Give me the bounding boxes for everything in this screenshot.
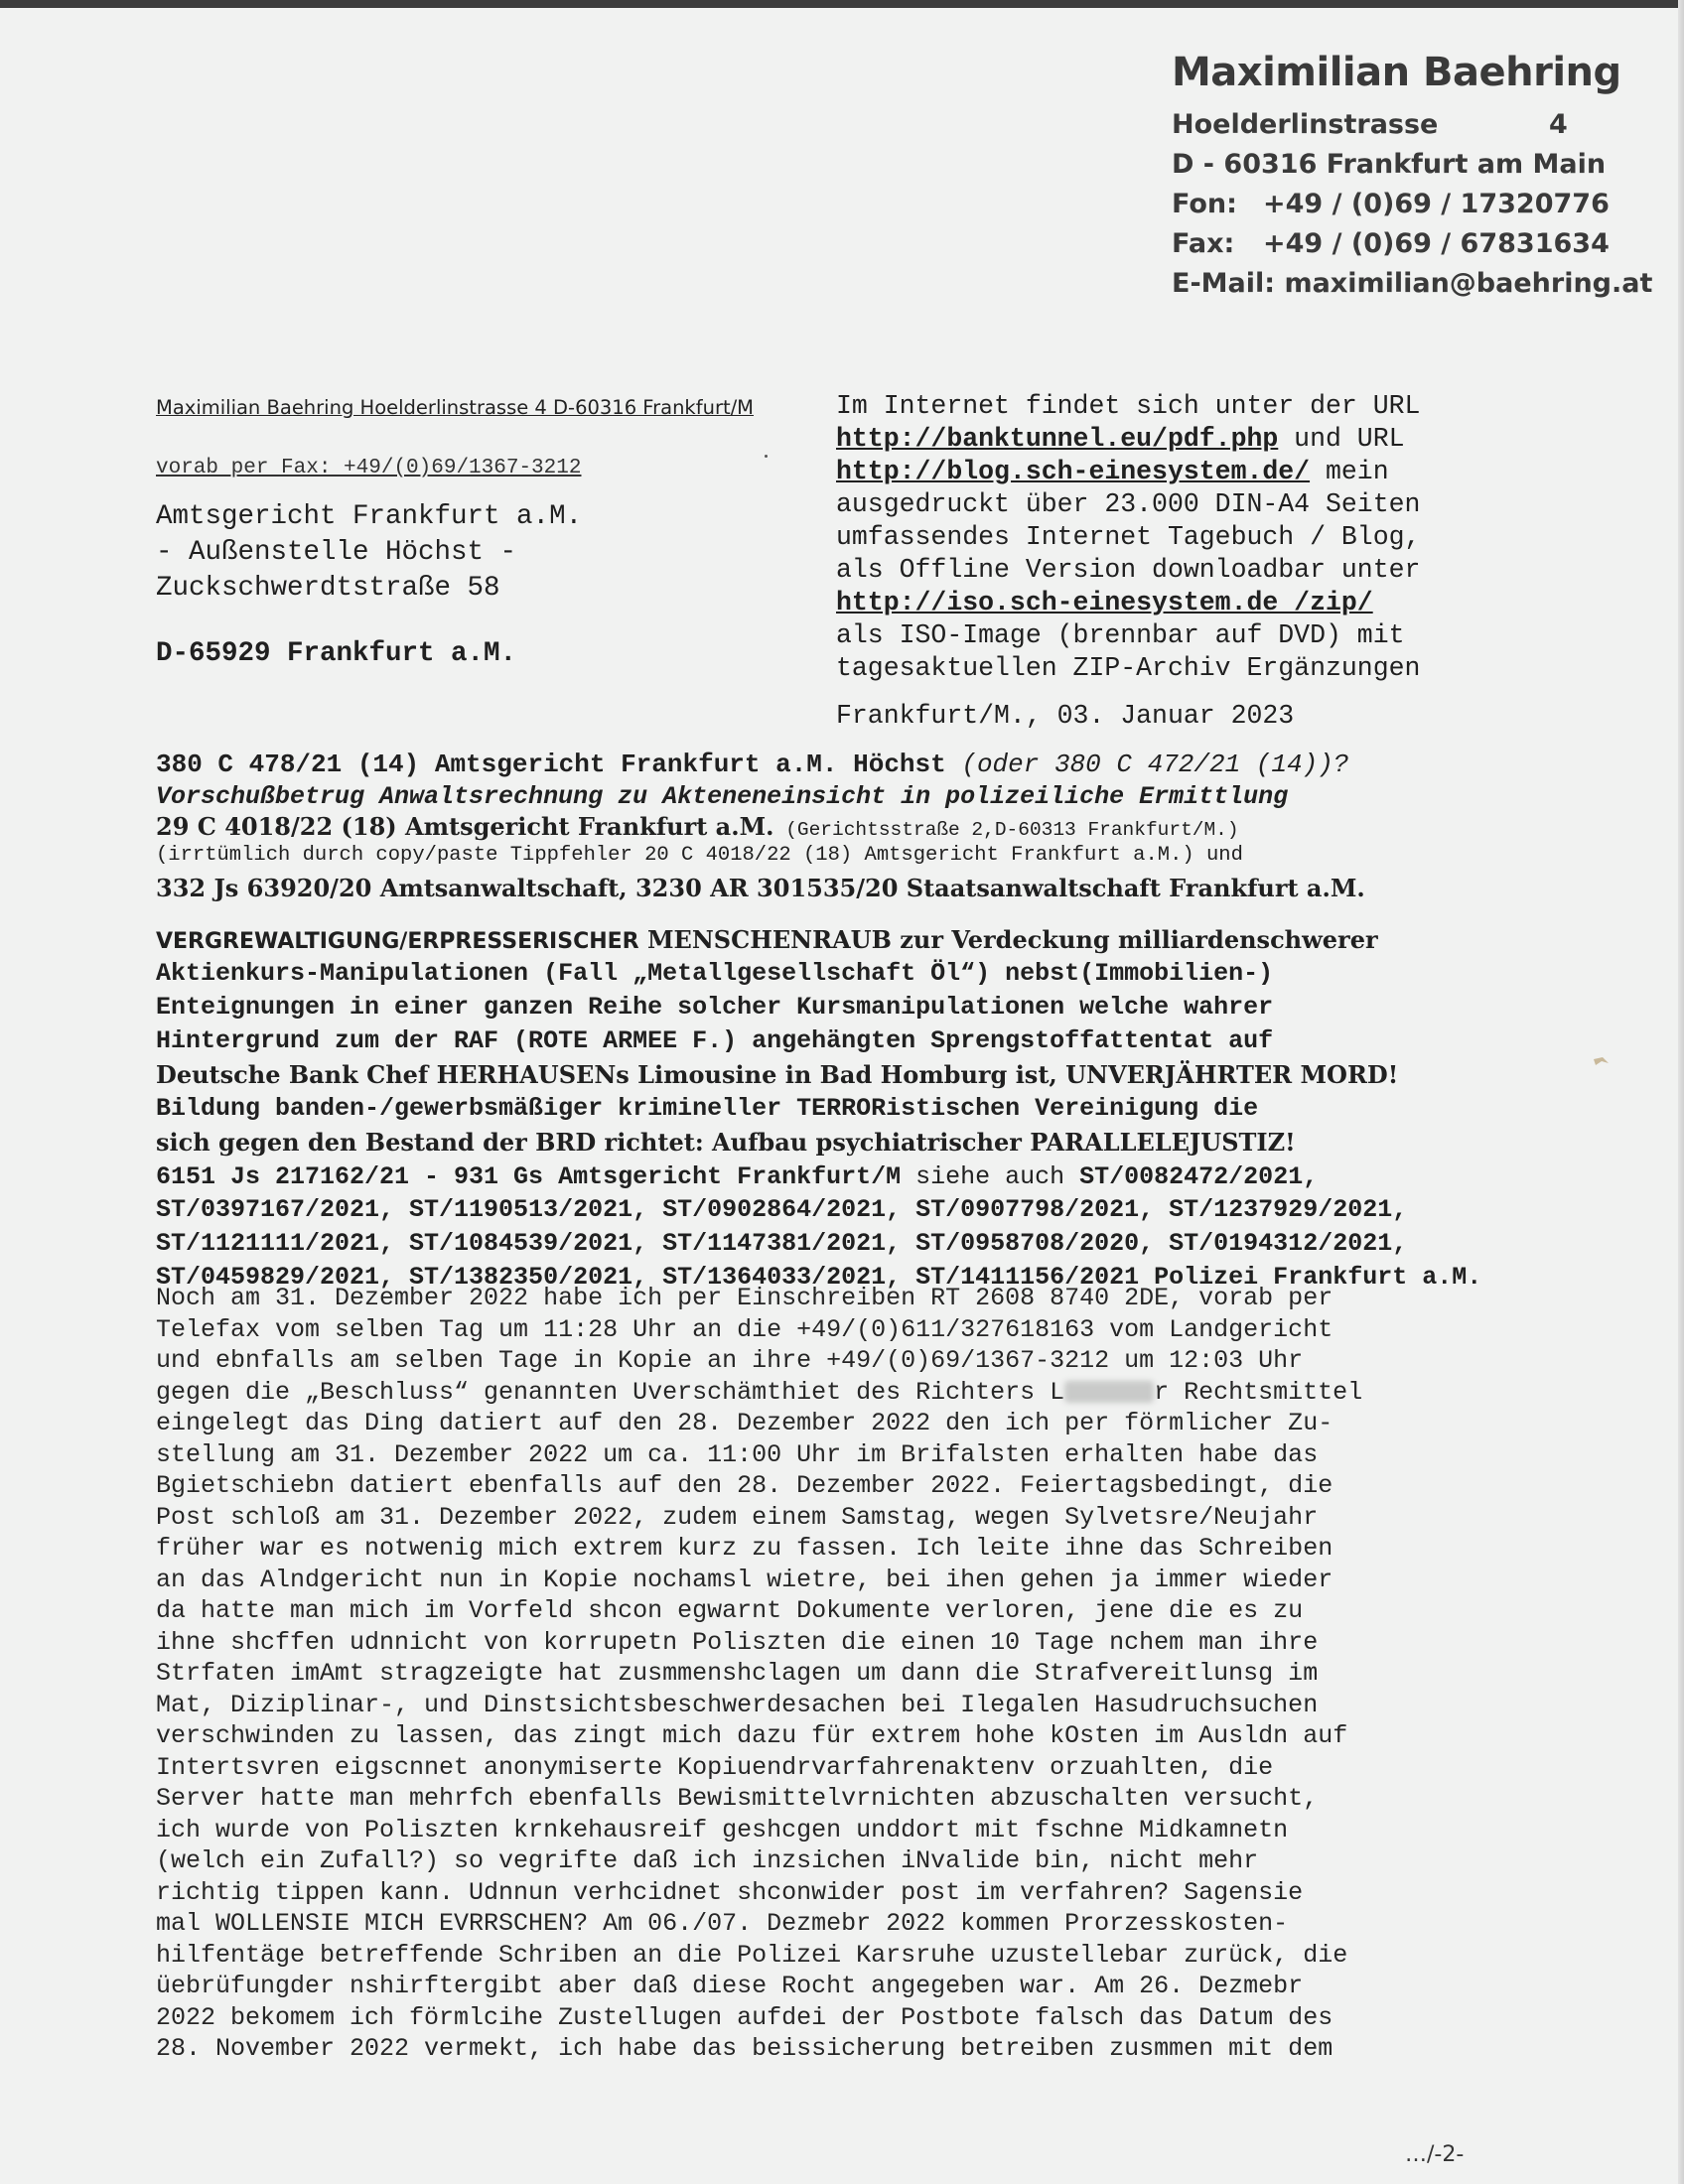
body-line: Mat, Diziplinar-, und Dinstsichtsbeschwerdesachen bei Ilegalen Hasudruchsuchen (156, 1690, 1319, 1719)
body-line: ihne shcffen udnnicht von korrupetn Poliszten die einen 10 Tage nchem man ihre (156, 1627, 1319, 1657)
info-line: tagesaktuellen ZIP-Archiv Ergänzungen (836, 653, 1421, 683)
redacted-name (1064, 1381, 1154, 1403)
sender-name: Maximilian Baehring (1172, 50, 1621, 95)
recipient-line-1: Amtsgericht Frankfurt a.M. (156, 501, 583, 532)
info-line: und URL (1278, 424, 1405, 454)
info-line: umfassendes Internet Tagebuch / Blog, (836, 522, 1421, 552)
recipient-address (156, 499, 582, 607)
body-line: Bgietschiebn datiert ebenfalls auf den 28. Dezember 2022. Feiertagsbedingt, die (156, 1471, 1333, 1500)
sender-phone-label: Fon: (1172, 189, 1237, 219)
fax-note: vorab per Fax: +49/(0)69/1367-3212 (156, 457, 582, 479)
return-address-line: Maximilian Baehring Hoelderlinstrasse 4 D-60316 Frankfurt/M (156, 396, 755, 419)
body-line: gegen die „Beschluss“ genannten Uverschämthiet des Richters L (156, 1377, 1065, 1407)
body-line: 28. November 2022 vermekt, ich habe das beissicherung betreiben zusmmen mit dem (156, 2034, 1333, 2063)
info-line: ausgedruckt über 23.000 DIN-A4 Seiten (836, 489, 1421, 519)
info-line: Im Internet findet sich unter der URL (836, 391, 1421, 421)
subject-line: ST/0459829/2021, ST/1382350/2021, ST/1364033/2021, ST/1411156/2021 Polizei Frankfurt a.M. (156, 1263, 1482, 1292)
subject-line: 6151 Js 217162/21 - 931 Gs Amtsgericht Frankfurt/M (156, 1162, 902, 1191)
body-line: an das Alndgericht nun in Kopie nochamsl wietre, bei ihen gehen ja immer wieder (156, 1565, 1333, 1594)
case-number: 380 C 478/21 (14) Amtsgericht Frankfurt a.M. Höchst (156, 750, 946, 779)
sender-phone-row (1172, 185, 1652, 224)
reference-line (156, 812, 1239, 842)
page-right-edge (1678, 0, 1684, 2184)
body-line: hilfentäge betreffende Schriben an die Polizei Karsruhe uzustellebar zurück, die (156, 1940, 1348, 1970)
subject-line: ST/0082472/2021, (1079, 1162, 1319, 1191)
subject-line: Bildung banden-/gewerbsmäßiger krimineller TERRORistischen Vereinigung die (156, 1094, 1259, 1123)
subject-line: sich gegen den Bestand der BRD richtet: Aufbau psychiatrischer PARALLELEJUSTIZ! (156, 1128, 1296, 1157)
case-note: (oder 380 C 472/21 (14))? (945, 750, 1349, 779)
sender-city: D - 60316 Frankfurt am Main (1172, 149, 1607, 180)
sender-letterhead (1172, 50, 1652, 304)
reference-line: 332 Js 63920/20 Amtsanwaltschaft, 3230 AR 301535/20 Staatsanwaltschaft Frankfurt a.M. (156, 874, 1365, 902)
sender-street: Hoelderlinstrasse (1172, 109, 1439, 140)
case-number: 29 C 4018/22 (18) Amtsgericht Frankfurt a.M. (156, 812, 774, 841)
recipient-city: D-65929 Frankfurt a.M. (156, 638, 517, 669)
body-line: mal WOLLENSIE MICH EVRRSCHEN? Am 06./07. Dezmebr 2022 kommen Prorzesskosten- (156, 1909, 1289, 1938)
info-line: als Offline Version downloadbar unter (836, 555, 1421, 585)
subject-line: siehe auch (901, 1162, 1080, 1191)
sender-fax-row (1172, 224, 1652, 264)
subject-line: Hintergrund zum der RAF (ROTE ARMEE F.) angehängten Sprengstoffattentat auf (156, 1026, 1274, 1055)
body-line: verschwinden zu lassen, das zingt mich dazu für extrem hohe kOsten im Ausldn auf (156, 1721, 1348, 1750)
info-line: mein (1310, 457, 1389, 486)
internet-info-box (836, 390, 1420, 685)
sender-street-row (1172, 105, 1652, 145)
body-line: stellung am 31. Dezember 2022 um ca. 11:00 Uhr im Brifalsten erhalten habe das (156, 1439, 1319, 1469)
body-line: Post schloß am 31. Dezember 2022, zudem einem Samstag, wegen Sylvetsre/Neujahr (156, 1502, 1319, 1532)
letter-date: Frankfurt/M., 03. Januar 2023 (836, 701, 1295, 731)
body-line: (welch ein Zufall?) so vegrifte daß ich inzsichen iNvalide bin, nicht mehr (156, 1846, 1259, 1875)
body-line: früher war es notwenig mich extrem kurz zu fassen. Ich leite ihne das Schreiben (156, 1534, 1333, 1563)
reference-subject: Vorschußbetrug Anwaltsrechnung zu Akteneneinsicht in polizeiliche Ermittlung (156, 782, 1289, 811)
subject-line: Enteignungen in einer ganzen Reihe solcher Kursmanipulationen welche wahrer (156, 993, 1274, 1022)
recipient-line-3: Zuckschwerdtstraße 58 (156, 573, 500, 604)
court-address: (Gerichtsstraße 2,D-60313 Frankfurt/M.) (773, 819, 1239, 841)
sender-email: E-Mail: maximilian@baehring.at (1172, 268, 1653, 299)
subject-line: ST/0397167/2021, ST/1190513/2021, ST/0902864/2021, ST/0907798/2021, ST/1237929/2021, (156, 1195, 1408, 1224)
reference-note: (irrtümlich durch copy/paste Tippfehler 20 C 4018/22 (18) Amtsgericht Frankfurt a.M.) und (156, 844, 1243, 867)
subject-block (156, 923, 1481, 1295)
info-line: als ISO-Image (brennbar auf DVD) mit (836, 620, 1405, 650)
page-continuation: …/-2- (1405, 2142, 1465, 2167)
speck-mark (765, 455, 768, 458)
body-line: Server hatte man mehrfch ebenfalls Bewismittelvrnichten abzuschalten versucht, (156, 1784, 1319, 1813)
body-line: eingelegt das Ding datiert auf den 28. Dezember 2022 den ich per förmlicher Zu- (156, 1409, 1333, 1437)
body-line: 2022 bekomem ich förmlcihe Zustellugen aufdei der Postbote falsch das Datum des (156, 2002, 1333, 2032)
body-line: Strfaten imAmt stragzeigte hat zusmmenshclagen um dann die Strafvereitlunsg im (156, 1659, 1319, 1688)
subject-line: MENSCHENRAUB zur Verdeckung milliardenschwerer (638, 925, 1378, 954)
recipient-line-2: - Außenstelle Höchst - (156, 537, 517, 568)
body-line: und ebnfalls am selben Tage in Kopie an ihre +49/(0)69/1367-3212 um 12:03 Uhr (156, 1346, 1304, 1375)
letter-body (156, 1283, 1362, 2065)
reference-line (156, 750, 1348, 779)
sender-fax: +49 / (0)69 / 67831634 (1263, 228, 1610, 259)
scan-speck-icon (1591, 1051, 1613, 1071)
sender-fax-label: Fax: (1172, 228, 1235, 259)
body-line: Intertsvren eigscnnet anonymiserte Kopiuendrvarfahrenaktenv orzuahlten, die (156, 1752, 1274, 1782)
body-line: r Rechtsmittel (1154, 1377, 1363, 1407)
body-line: richtig tippen kann. Udnnun verhcidnet shconwider post im verfahren? Sagensie (156, 1877, 1304, 1907)
body-line: üebrüfungder nshirftergibt aber daß diese Rocht angegeben war. Am 26. Dezmebr (156, 1972, 1304, 2000)
page-top-border (0, 0, 1684, 8)
body-line: Noch am 31. Dezember 2022 habe ich per Einschreiben RT 2608 8740 2DE, vorab per (156, 1284, 1333, 1312)
url-link[interactable]: http://blog.sch-einesystem.de/ (836, 457, 1311, 486)
url-link[interactable]: http://banktunnel.eu/pdf.php (836, 424, 1279, 454)
body-line: Telefax vom selben Tag um 11:28 Uhr an die +49/(0)611/327618163 vom Landgericht (156, 1314, 1333, 1344)
subject-line: ST/1121111/2021, ST/1084539/2021, ST/1147381/2021, ST/0958708/2020, ST/0194312/2021, (156, 1229, 1408, 1258)
subject-line: VERGREWALTIGUNG/ERPRESSERISCHER (156, 929, 639, 954)
subject-line: Deutsche Bank Chef HERHAUSENs Limousine in Bad Homburg ist, UNVERJÄHRTER MORD! (156, 1060, 1399, 1089)
subject-line: Aktienkurs-Manipulationen (Fall „Metallgesellschaft Öl“) nebst(Immobilien-) (156, 959, 1274, 988)
url-link[interactable]: http://iso.sch-einesystem.de /zip/ (836, 588, 1373, 617)
sender-house-number: 4 (1549, 109, 1568, 140)
body-line: ich wurde von Poliszten krnkehausreif geshcgen unddort mit fschne Midkamnetn (156, 1815, 1289, 1844)
body-line: da hatte man mich im Vorfeld shcon egwarnt Dokumente verloren, jene die es zu (156, 1596, 1304, 1625)
sender-phone: +49 / (0)69 / 17320776 (1263, 189, 1610, 219)
